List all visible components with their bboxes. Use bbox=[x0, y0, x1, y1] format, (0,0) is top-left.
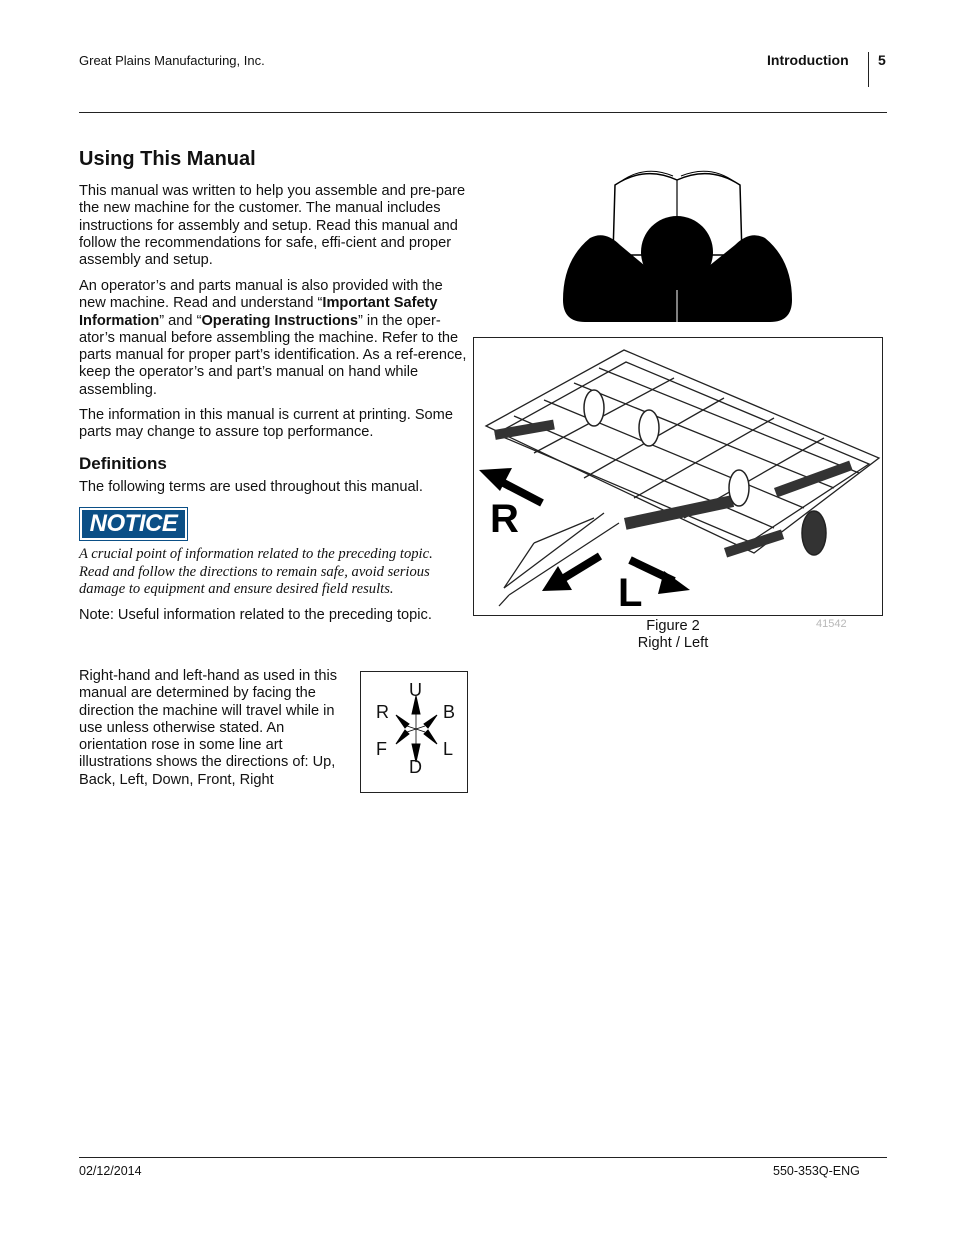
footer-date: 02/12/2014 bbox=[79, 1164, 142, 1178]
notice-badge bbox=[79, 507, 188, 541]
definitions-intro: The following terms are used throughout this manual. bbox=[79, 479, 423, 495]
rose-down-label: D bbox=[409, 757, 422, 777]
left-arrow-down-icon bbox=[542, 556, 600, 591]
figure-image-id: 41542 bbox=[816, 618, 847, 630]
definitions-heading: Definitions bbox=[79, 454, 167, 473]
rose-up-label: U bbox=[409, 680, 422, 700]
figure-frame bbox=[473, 337, 883, 616]
notice-label: NOTICE bbox=[89, 510, 178, 537]
rose-left-label: L bbox=[443, 739, 454, 759]
para-text-e: ” in the oper-ator’s manual before assembling the machine. Refer to the parts manual for proper part’s identification. As a ref-erence, keep the operator’s and part’s manual on hand while assembling. bbox=[79, 312, 467, 398]
header-section: Introduction bbox=[767, 52, 849, 68]
figure-l-label: L bbox=[618, 571, 643, 615]
figure-caption: Right / Left bbox=[637, 635, 709, 651]
page-number: 5 bbox=[878, 52, 886, 68]
note-text: Note: Useful information related to the preceding topic. bbox=[79, 607, 432, 623]
rose-right-label: R bbox=[376, 702, 389, 722]
header-company: Great Plains Manufacturing, Inc. bbox=[79, 53, 265, 68]
rose-back-label: B bbox=[443, 702, 456, 722]
important-safety-info-term: Important Safety Information bbox=[79, 295, 438, 329]
manuals-paragraph bbox=[79, 278, 467, 399]
header-rule bbox=[79, 112, 887, 113]
intro-paragraph: This manual was written to help you assemble and pre-pare the new machine for the customer. The manual includes instructions for assembly and setup. Read this manual and follow the recommendations for safe, effi-cient and proper assembly and setup. bbox=[79, 183, 466, 269]
page-title: Using This Manual bbox=[79, 148, 256, 170]
implement-drawing bbox=[474, 338, 883, 616]
operating-instructions-term: Operating Instructions bbox=[201, 312, 358, 329]
footer-rule bbox=[79, 1157, 887, 1158]
handedness-paragraph: Right-hand and left-hand as used in this manual are determined by facing the direction the machine will travel while in use unless otherwise stated. An orientation rose in some line art illustrations shows the directions of: Up, Back, Left, Down, Front, Right bbox=[79, 668, 337, 788]
figure-number: Figure 2 bbox=[646, 618, 700, 634]
figure-r-label: R bbox=[490, 497, 519, 541]
para-text-c: ” and “ bbox=[159, 312, 202, 329]
read-manual-icon bbox=[560, 160, 795, 325]
notice-text: A crucial point of information related to the preceding topic. Read and follow the directions to remain safe, avoid serious damage to equipment and ensure desired field results. bbox=[79, 546, 433, 597]
currency-paragraph: The information in this manual is current at printing. Some parts may change to assure top performance. bbox=[79, 407, 453, 441]
rose-front-label: F bbox=[376, 739, 387, 759]
para-text-a: An operator’s and parts manual is also provided with the new machine. Read and understand “ bbox=[79, 278, 443, 312]
header-divider bbox=[868, 52, 869, 87]
footer-doc-number: 550-353Q-ENG bbox=[773, 1164, 860, 1178]
orientation-rose bbox=[360, 671, 468, 793]
